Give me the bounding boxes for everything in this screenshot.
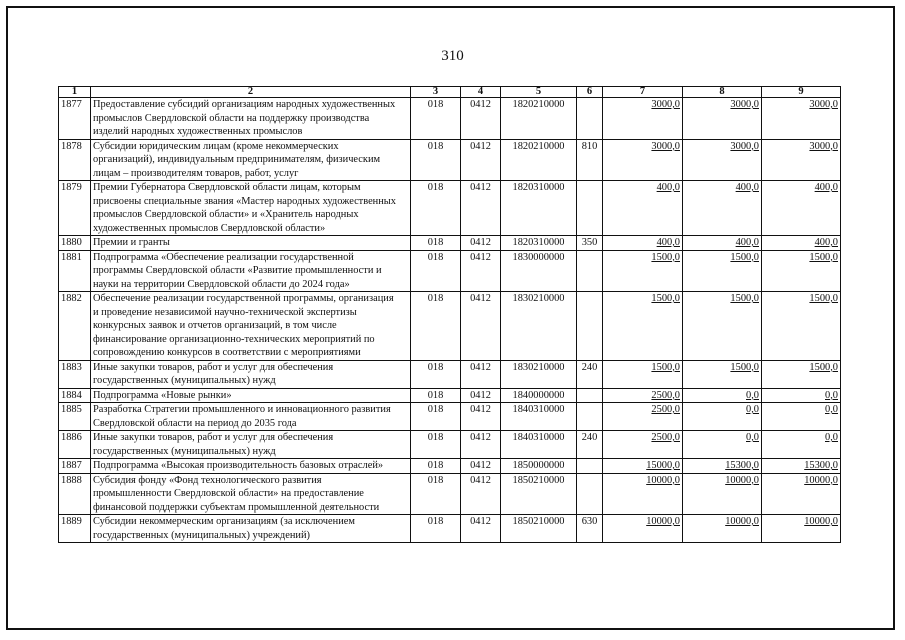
description-line: организаций), индивидуальным предпринимателям, физическим (93, 154, 381, 165)
description-line: Разработка Стратегии промышленного и инновационного развития (93, 404, 391, 415)
description-line: финансовой поддержки субъектам промышленной деятельности (93, 501, 380, 513)
amount-cell: 1500,0 (683, 250, 762, 292)
amount-cell: 2500,0 (603, 388, 683, 403)
ministry-code-cell: 018 (411, 431, 461, 459)
target-article-cell: 1830000000 (501, 250, 577, 292)
target-article-cell: 1830210000 (501, 292, 577, 361)
ministry-code-cell: 018 (411, 250, 461, 292)
ministry-code-cell: 018 (411, 292, 461, 361)
description-line: Субсидия фонду «Фонд технологического развития (93, 474, 322, 486)
ministry-code-cell: 018 (411, 515, 461, 543)
amount-cell: 400,0 (603, 236, 683, 251)
description-line: программы Свердловской области «Развитие промышленности и (93, 265, 382, 276)
description-line: Субсидии юридическим лицам (кроме некоммерческих (93, 140, 339, 152)
description-line: Премии Губернатора Свердловской области лицам, которым (93, 182, 361, 193)
section-code-cell: 0412 (461, 181, 501, 236)
amount-cell: 1500,0 (762, 360, 841, 388)
description-line: Премии и гранты (93, 237, 170, 248)
row-number-cell: 1886 (59, 431, 91, 459)
table-row (59, 236, 841, 251)
row-number-cell: 1887 (59, 459, 91, 474)
amount-cell: 1500,0 (603, 292, 683, 361)
ministry-code-cell: 018 (411, 459, 461, 474)
amount-cell: 0,0 (762, 431, 841, 459)
target-article-cell: 1820210000 (501, 98, 577, 140)
table-row (59, 250, 841, 292)
amount-cell: 400,0 (762, 236, 841, 251)
section-code-cell: 0412 (461, 403, 501, 431)
amount-cell: 2500,0 (603, 403, 683, 431)
amount-cell: 10000,0 (683, 473, 762, 515)
amount-cell: 10000,0 (683, 515, 762, 543)
description-line: сопровождению конкурсов в соответствии с мероприятиями (93, 347, 361, 358)
section-code-cell: 0412 (461, 98, 501, 140)
description-line: Подпрограмма «Новые рынки» (93, 389, 232, 401)
amount-cell: 3000,0 (762, 139, 841, 181)
description-line: Предоставление субсидий организациям народных художественных (93, 99, 396, 110)
header-row (59, 87, 841, 98)
row-number-cell: 1884 (59, 388, 91, 403)
expense-type-cell: 630 (577, 515, 603, 543)
ministry-code-cell: 018 (411, 181, 461, 236)
expense-type-cell (577, 181, 603, 236)
section-code-cell: 0412 (461, 388, 501, 403)
description-cell (91, 473, 411, 515)
header-cell: 8 (683, 87, 762, 98)
description-line: конкурсных заявок и отчетов организаций, в том числе (93, 320, 337, 331)
row-number-cell: 1885 (59, 403, 91, 431)
expense-type-cell: 240 (577, 360, 603, 388)
ministry-code-cell: 018 (411, 139, 461, 181)
amount-cell: 1500,0 (683, 292, 762, 361)
expense-type-cell (577, 388, 603, 403)
section-code-cell: 0412 (461, 250, 501, 292)
amount-cell: 0,0 (762, 403, 841, 431)
amount-cell: 15300,0 (762, 459, 841, 474)
description-cell (91, 181, 411, 236)
description-cell (91, 459, 411, 474)
description-line: Обеспечение реализации государственной программы, организация (93, 293, 394, 304)
description-line: изделий народных художественных промыслов (93, 126, 303, 137)
section-code-cell: 0412 (461, 459, 501, 474)
budget-table (58, 86, 841, 543)
amount-cell: 0,0 (683, 403, 762, 431)
target-article-cell: 1830210000 (501, 360, 577, 388)
description-line: промыслов Свердловской области на поддержку производства (93, 112, 370, 124)
description-line: присвоены специальные звания «Мастер народных художественных (93, 195, 396, 207)
amount-cell: 1500,0 (603, 360, 683, 388)
expense-type-cell (577, 250, 603, 292)
description-line: Подпрограмма «Высокая производительность базовых отраслей» (93, 460, 384, 471)
description-line: Иные закупки товаров, работ и услуг для обеспечения (93, 432, 334, 443)
description-line: Иные закупки товаров, работ и услуг для обеспечения (93, 361, 334, 373)
description-line: Свердловской области на период до 2035 года (93, 417, 297, 429)
header-cell: 5 (501, 87, 577, 98)
description-line: финансирование организационно-технических мероприятий по (93, 333, 375, 345)
row-number-cell: 1877 (59, 98, 91, 140)
description-line: Субсидии некоммерческим организациям (за исключением (93, 516, 355, 527)
expense-type-cell: 350 (577, 236, 603, 251)
target-article-cell: 1850000000 (501, 459, 577, 474)
table-row (59, 515, 841, 543)
header-cell: 1 (59, 87, 91, 98)
amount-cell: 0,0 (683, 431, 762, 459)
target-article-cell: 1820210000 (501, 139, 577, 181)
target-article-cell: 1820310000 (501, 236, 577, 251)
section-code-cell: 0412 (461, 139, 501, 181)
amount-cell: 400,0 (603, 181, 683, 236)
section-code-cell: 0412 (461, 473, 501, 515)
header-cell: 2 (91, 87, 411, 98)
ministry-code-cell: 018 (411, 98, 461, 140)
description-cell (91, 431, 411, 459)
amount-cell: 1500,0 (603, 250, 683, 292)
table-row (59, 139, 841, 181)
ministry-code-cell: 018 (411, 473, 461, 515)
description-line: государственных (муниципальных) учреждений) (93, 529, 310, 541)
amount-cell: 400,0 (762, 181, 841, 236)
header-cell: 6 (577, 87, 603, 98)
expense-type-cell (577, 403, 603, 431)
target-article-cell: 1850210000 (501, 473, 577, 515)
amount-cell: 400,0 (683, 181, 762, 236)
expense-type-cell: 240 (577, 431, 603, 459)
target-article-cell: 1840000000 (501, 388, 577, 403)
expense-type-cell (577, 98, 603, 140)
table-header (59, 87, 841, 98)
table-row (59, 431, 841, 459)
ministry-code-cell: 018 (411, 403, 461, 431)
description-line: и проведение независимой научно-технической экспертизы (93, 306, 357, 318)
expense-type-cell (577, 473, 603, 515)
amount-cell: 1500,0 (762, 292, 841, 361)
table-row (59, 292, 841, 361)
description-cell (91, 515, 411, 543)
row-number-cell: 1879 (59, 181, 91, 236)
section-code-cell: 0412 (461, 360, 501, 388)
description-line: промышленности Свердловской области» на предоставление (93, 488, 364, 499)
table-row (59, 388, 841, 403)
amount-cell: 400,0 (683, 236, 762, 251)
description-line: промыслов Свердловской области» и «Хранитель народных (93, 209, 359, 220)
description-line: лицам – производителям товаров, работ, услуг (93, 167, 299, 179)
table-row (59, 473, 841, 515)
ministry-code-cell: 018 (411, 388, 461, 403)
table-row (59, 360, 841, 388)
row-number-cell: 1883 (59, 360, 91, 388)
amount-cell: 3000,0 (683, 139, 762, 181)
row-number-cell: 1880 (59, 236, 91, 251)
description-cell (91, 292, 411, 361)
row-number-cell: 1878 (59, 139, 91, 181)
expense-type-cell: 810 (577, 139, 603, 181)
description-cell (91, 139, 411, 181)
target-article-cell: 1840310000 (501, 431, 577, 459)
amount-cell: 10000,0 (603, 515, 683, 543)
description-cell (91, 403, 411, 431)
target-article-cell: 1850210000 (501, 515, 577, 543)
description-cell (91, 236, 411, 251)
amount-cell: 15000,0 (603, 459, 683, 474)
amount-cell: 10000,0 (762, 473, 841, 515)
target-article-cell: 1840310000 (501, 403, 577, 431)
description-line: государственных (муниципальных) нужд (93, 375, 276, 386)
description-line: художественных промыслов Свердловской области» (93, 222, 326, 234)
description-line: науки на территории Свердловской области до 2024 года» (93, 278, 350, 290)
amount-cell: 0,0 (683, 388, 762, 403)
amount-cell: 3000,0 (603, 139, 683, 181)
row-number-cell: 1881 (59, 250, 91, 292)
page-number: 310 (441, 48, 464, 64)
table-row (59, 181, 841, 236)
header-cell: 4 (461, 87, 501, 98)
target-article-cell: 1820310000 (501, 181, 577, 236)
table-row (59, 98, 841, 140)
section-code-cell: 0412 (461, 515, 501, 543)
ministry-code-cell: 018 (411, 236, 461, 251)
description-cell (91, 250, 411, 292)
section-code-cell: 0412 (461, 236, 501, 251)
expense-type-cell (577, 459, 603, 474)
row-number-cell: 1882 (59, 292, 91, 361)
amount-cell: 0,0 (762, 388, 841, 403)
expense-type-cell (577, 292, 603, 361)
table-row (59, 459, 841, 474)
row-number-cell: 1888 (59, 473, 91, 515)
table-body (59, 98, 841, 543)
header-cell: 3 (411, 87, 461, 98)
section-code-cell: 0412 (461, 292, 501, 361)
description-cell (91, 98, 411, 140)
header-cell: 9 (762, 87, 841, 98)
amount-cell: 10000,0 (762, 515, 841, 543)
description-line: государственных (муниципальных) нужд (93, 445, 276, 457)
amount-cell: 3000,0 (683, 98, 762, 140)
row-number-cell: 1889 (59, 515, 91, 543)
amount-cell: 1500,0 (683, 360, 762, 388)
table-row (59, 403, 841, 431)
amount-cell: 3000,0 (762, 98, 841, 140)
amount-cell: 15300,0 (683, 459, 762, 474)
header-cell: 7 (603, 87, 683, 98)
amount-cell: 3000,0 (603, 98, 683, 140)
description-cell (91, 360, 411, 388)
description-line: Подпрограмма «Обеспечение реализации государственной (93, 251, 354, 263)
description-cell (91, 388, 411, 403)
amount-cell: 2500,0 (603, 431, 683, 459)
section-code-cell: 0412 (461, 431, 501, 459)
ministry-code-cell: 018 (411, 360, 461, 388)
amount-cell: 1500,0 (762, 250, 841, 292)
amount-cell: 10000,0 (603, 473, 683, 515)
